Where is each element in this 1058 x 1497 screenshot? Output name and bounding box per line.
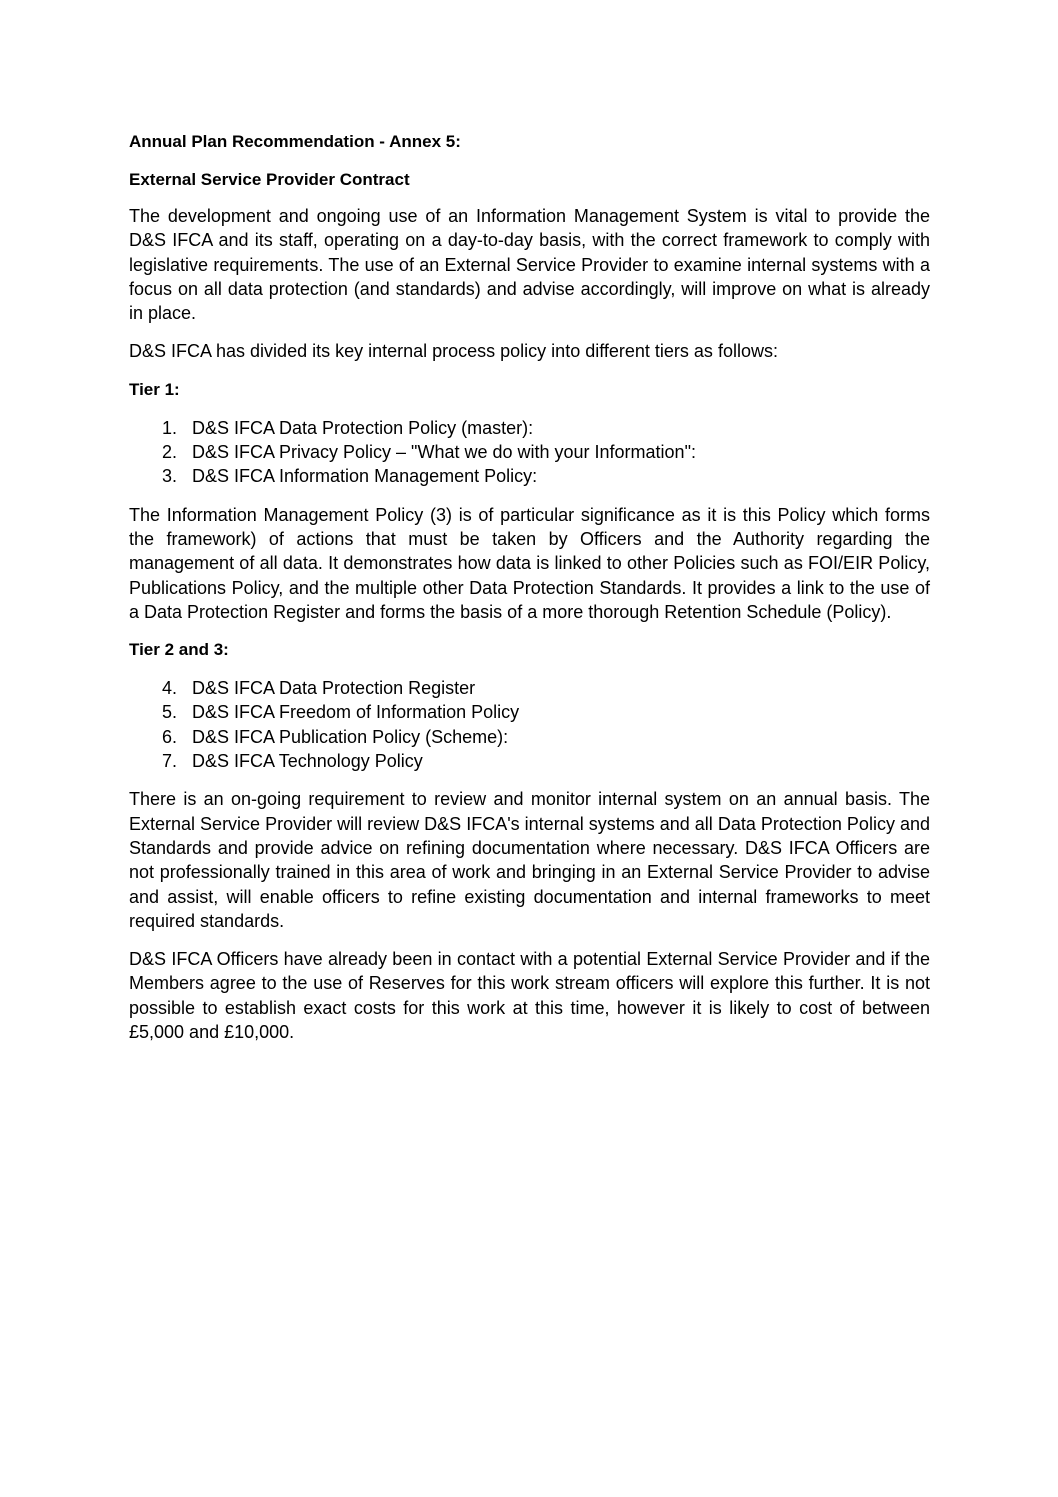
document-page — [129, 130, 930, 1058]
tier1-list — [129, 416, 930, 489]
cost-paragraph: D&S IFCA Officers have already been in contact with a potential External Service Provider and if the Members agree to the use of Reserves for this work stream officers will explore this further. It is not possible to establish exact costs for this work at this time, however it is likely to cost of between £5,000 and £10,000. — [129, 949, 930, 1043]
list-item — [129, 676, 930, 700]
list-item-text: D&S IFCA Data Protection Register — [192, 678, 476, 699]
list-number: 1. — [162, 417, 178, 438]
list-number: 5. — [162, 702, 178, 723]
list-number: 7. — [162, 751, 178, 772]
list-item — [129, 416, 930, 440]
list-item-text: D&S IFCA Information Management Policy: — [192, 466, 538, 487]
list-item — [129, 700, 930, 724]
review-paragraph: There is an on-going requirement to review and monitor internal system on an annual basis. The External Service Provider will review D&S IFCA's internal systems and all Data Protection Policy and Standards and provide advice on refining documentation where necessary. D&S IFCA Officers are not professionally trained in this area of work and bringing in an External Service Provider to advise and assist, will enable officers to refine existing documentation and internal frameworks to meet required standards. — [129, 789, 930, 931]
list-number: 3. — [162, 466, 178, 487]
tier1-heading: Tier 1: — [129, 379, 180, 399]
list-item-text: D&S IFCA Freedom of Information Policy — [192, 702, 520, 723]
list-item-text: D&S IFCA Technology Policy — [192, 751, 423, 772]
list-number: 2. — [162, 442, 178, 463]
list-item-text: D&S IFCA Privacy Policy – "What we do with your Information": — [192, 442, 696, 463]
list-item — [129, 725, 930, 749]
list-item-text: D&S IFCA Publication Policy (Scheme): — [192, 726, 509, 747]
tiers-intro-paragraph: D&S IFCA has divided its key internal process policy into different tiers as follows: — [129, 341, 778, 362]
list-item — [129, 440, 930, 464]
tier23-list — [129, 676, 930, 773]
section-title: External Service Provider Contract — [129, 170, 410, 189]
im-policy-paragraph: The Information Management Policy (3) is of particular significance as it is this Policy which forms the framework) of actions that must be taken by Officers and the Authority regarding the management of all data. It demonstrates how data is linked to other Policies such as FOI/EIR Policy, Publications Policy, and the multiple other Data Protection Standards. It provides a link to the use of a Data Protection Register and forms the basis of a more thorough Retention Schedule (Policy). — [129, 504, 930, 622]
intro-paragraph: The development and ongoing use of an Information Management System is vital to provide the D&S IFCA and its staff, operating on a day-to-day basis, with the correct framework to comply with legislative requirements. The use of an External Service Provider to examine internal systems with a focus on all data protection (and standards) and advise accordingly, will improve on what is already in place. — [129, 206, 930, 324]
tier23-heading: Tier 2 and 3: — [129, 640, 229, 660]
list-number: 6. — [162, 726, 178, 747]
list-item — [129, 749, 930, 773]
list-item-text: D&S IFCA Data Protection Policy (master): — [192, 417, 534, 438]
list-number: 4. — [162, 678, 178, 699]
list-item — [129, 464, 930, 488]
annex-title: Annual Plan Recommendation - Annex 5: — [129, 132, 461, 151]
